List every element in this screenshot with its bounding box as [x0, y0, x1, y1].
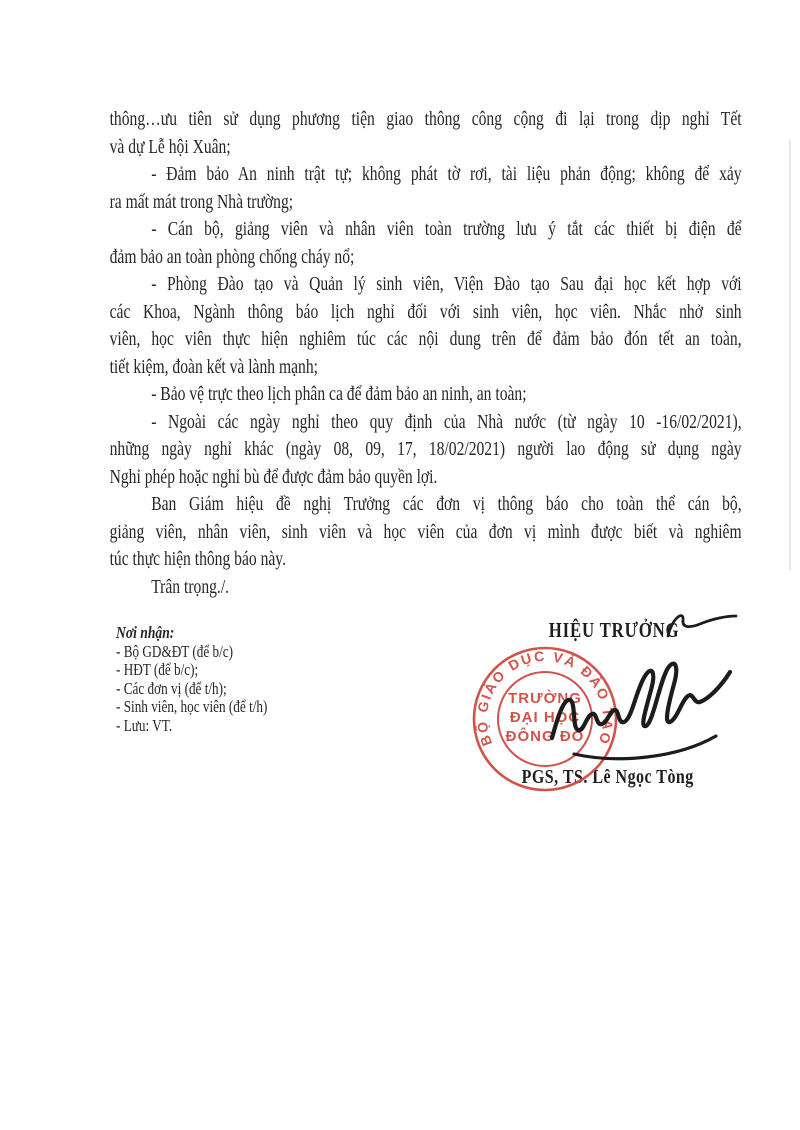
paraph-mark: [664, 606, 740, 644]
stamp-center-line-2: ĐẠI HỌC: [509, 709, 581, 726]
stamp-center-line-1: TRƯỜNG: [508, 690, 582, 707]
body-line: Trân trọng./.: [151, 576, 230, 598]
body-line: - Bảo vệ trực theo lịch phân ca để đảm bảo an ninh, an toàn;: [151, 384, 527, 405]
body-line: - Ngoài các ngày nghỉ theo quy định của Nhà nước (từ ngày 10 -16/02/2021),: [151, 411, 742, 433]
body-line: Ban Giám hiệu đề nghị Trưởng các đơn vị thông báo cho toàn thể cán bộ,: [151, 494, 742, 515]
body-line: ra mất mát trong Nhà trường;: [109, 191, 294, 213]
body-line: thông…ưu tiên sử dụng phương tiện giao thông công cộng đi lại trong dịp nghỉ Tết: [109, 109, 742, 130]
body-line: - Phòng Đào tạo và Quản lý sinh viên, Viện Đào tạo Sau đại học kết hợp với: [151, 274, 742, 295]
recipient-item: - HĐT (để b/c);: [116, 660, 199, 680]
recipient-item: - Bộ GD&ĐT (để b/c): [116, 642, 234, 661]
recipients-heading: Nơi nhận:: [116, 623, 175, 642]
scan-artifact-line: [789, 140, 791, 570]
recipient-item: - Các đơn vị (để t/h);: [116, 678, 227, 698]
signature-scribble: [548, 656, 743, 764]
body-line: các Khoa, Ngành thông báo lịch nghỉ đối với sinh viên, học viên. Nhắc nhở sinh: [109, 301, 742, 323]
body-line: Nghỉ phép hoặc nghỉ bù để được đảm bảo quyền lợi.: [109, 466, 438, 488]
body-line: giảng viên, nhân viên, sinh viên và học viên của đơn vị mình được biết và nghiêm: [109, 521, 742, 543]
body-line: và dự Lễ hội Xuân;: [109, 136, 231, 158]
signer-title: HIỆU TRƯỞNG: [548, 618, 680, 642]
signer-name: PGS, TS. Lê Ngọc Tòng: [521, 766, 694, 788]
stamp-ring-text: BỘ GIÁO DỤC VÀ ĐÀO TẠO: [473, 647, 617, 749]
signature-underline-stroke: [574, 736, 716, 759]
signature-main-stroke: [552, 664, 730, 738]
body-line: đảm bảo an toàn phòng chống cháy nổ;: [109, 246, 355, 268]
body-line: túc thực hiện thông báo này.: [109, 549, 286, 570]
recipient-item: - Lưu: VT.: [116, 715, 173, 735]
recipient-item: - Sinh viên, học viên (để t/h): [116, 697, 268, 717]
paraph-stroke: [668, 616, 736, 636]
body-line: - Cán bộ, giảng viên và nhân viên toàn trường lưu ý tắt các thiết bị điện để: [151, 219, 742, 240]
body-line: tiết kiệm, đoàn kết và lành mạnh;: [109, 356, 318, 378]
body-line: - Đảm bảo An ninh trật tự; không phát tờ rơi, tài liệu phản động; không để xảy: [151, 164, 742, 185]
stamp-center-line-3: ĐÔNG ĐÔ: [505, 728, 585, 745]
body-line: những ngày nghỉ khác (ngày 08, 09, 17, 18/02/2021) người lao động sử dụng ngày: [109, 439, 742, 460]
body-line: viên, học viên thực hiện nghiêm túc các nội dung trên để đảm bảo đón tết an toàn,: [109, 329, 742, 350]
